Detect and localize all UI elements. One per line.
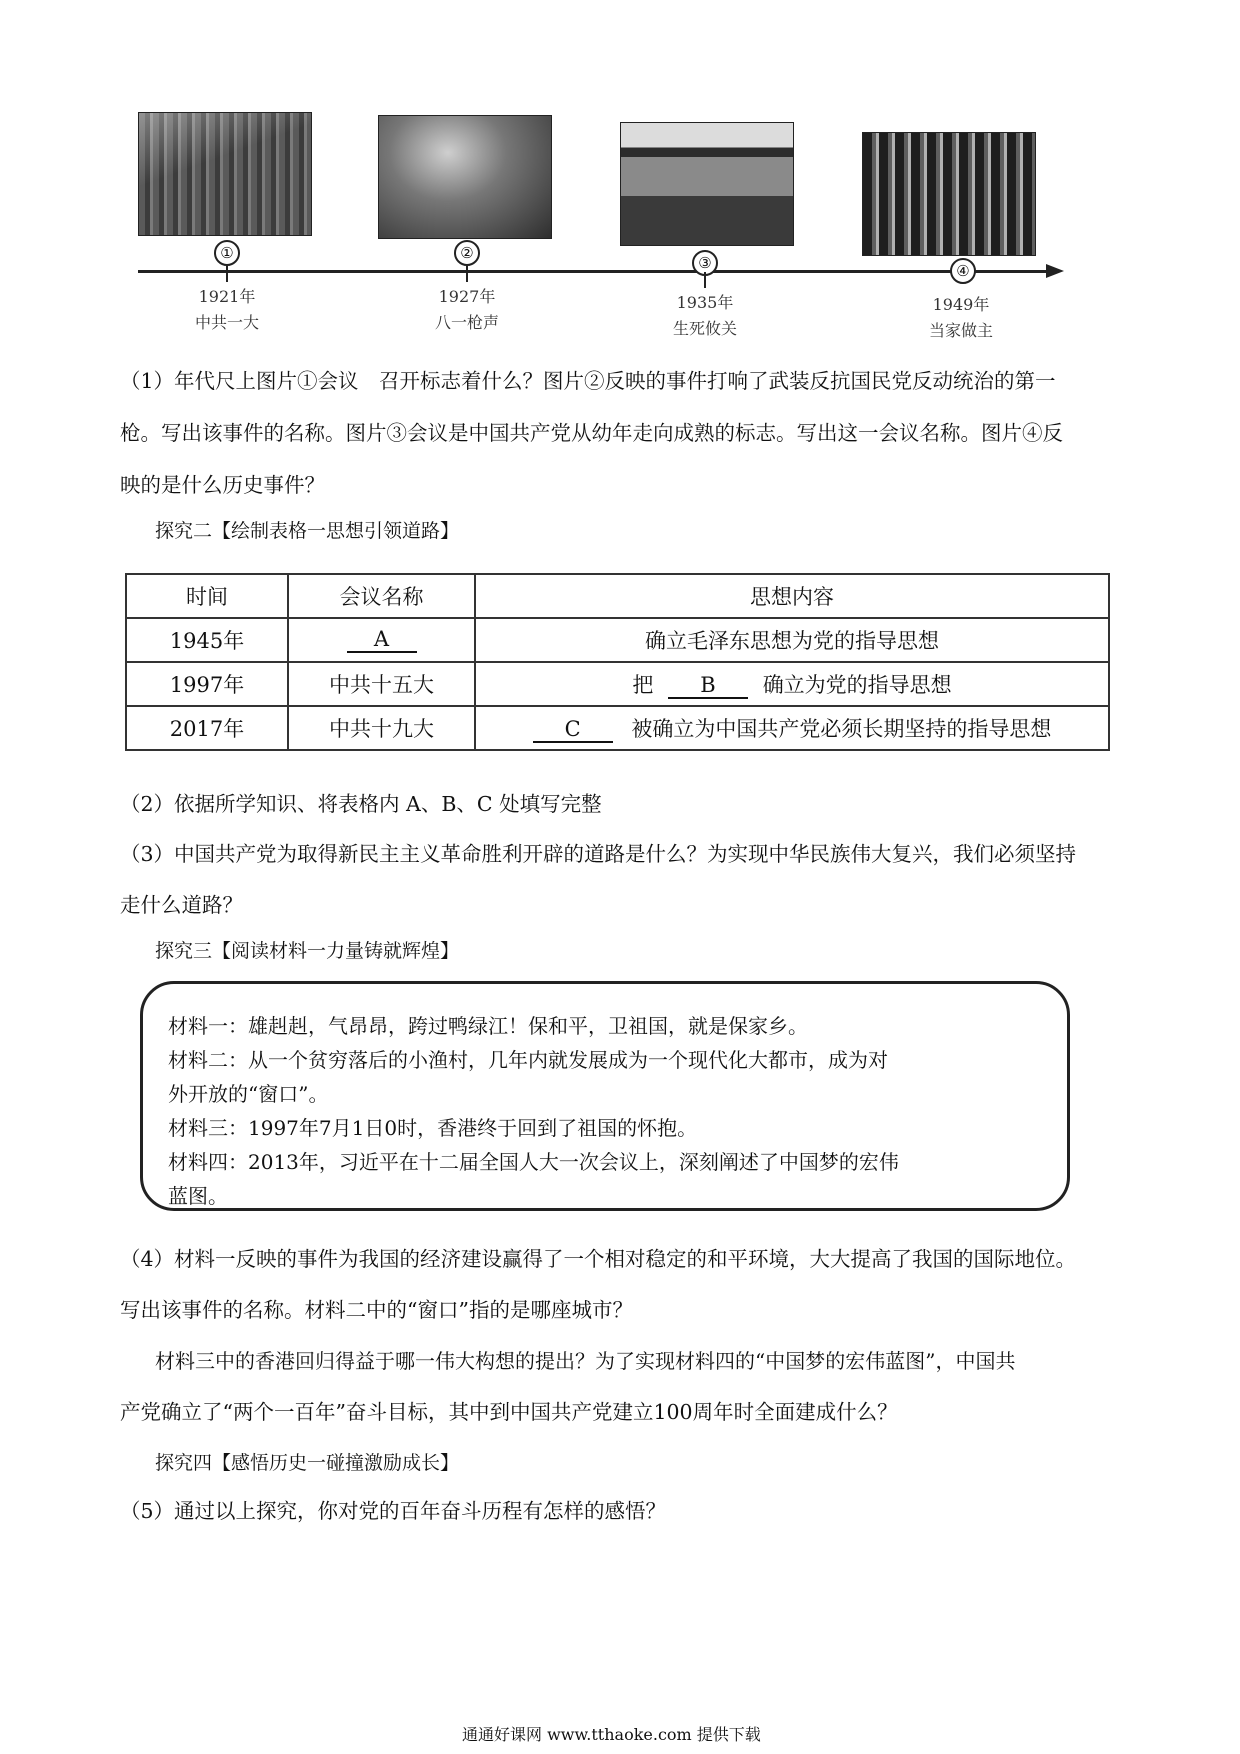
blank-c: C	[533, 717, 613, 743]
event-name: 当家做主	[928, 321, 993, 340]
event-marker: ②	[454, 240, 480, 266]
event-name: 八一枪声	[434, 313, 499, 332]
header-content: 思想内容	[475, 574, 1109, 618]
header-meeting: 会议名称	[288, 574, 475, 618]
question-1-line-1: （1）年代尺上图片①会议 召开标志着什么？图片②反映的事件打响了武装反抗国民党反动统治的第一	[120, 369, 1056, 393]
event-tick	[704, 272, 706, 288]
cell-time: 1997年	[126, 662, 288, 706]
event-tick	[226, 266, 228, 282]
event-name: 中共一大	[194, 313, 259, 332]
table-row	[126, 706, 1109, 750]
event-year: 1927年	[438, 287, 496, 306]
question-4-line-2: 写出该事件的名称。材料二中的“窗口”指的是哪座城市？	[120, 1298, 633, 1322]
thought-table	[125, 573, 1110, 751]
question-3-line-2: 走什么道路？	[120, 893, 243, 917]
event-tick	[466, 266, 468, 282]
question-3-line-1: （3）中国共产党为取得新民主主义革命胜利开辟的道路是什么？为实现中华民族伟大复兴，我们必须坚持	[120, 842, 1077, 866]
question-2: （2）依据所学知识、将表格内 A、B、C 处填写完整	[120, 792, 602, 816]
blank-b: B	[668, 673, 748, 699]
question-1-line-3: 映的是什么历史事件？	[120, 473, 325, 497]
material-line: 材料四：2013年，习近平在十二届全国人大一次会议上，深刻阐述了中国梦的宏伟	[168, 1150, 899, 1174]
material-line: 材料三：1997年7月1日0时，香港终于回到了祖国的怀抱。	[168, 1116, 698, 1140]
cell-time: 2017年	[126, 706, 288, 750]
material-line: 外开放的“窗口”。	[168, 1082, 329, 1106]
event-year: 1921年	[198, 287, 256, 306]
cell-time: 1945年	[126, 618, 288, 662]
table-header-row	[126, 574, 1109, 618]
table-row	[126, 662, 1109, 706]
cell-content	[475, 662, 1109, 706]
explore-2-title: 探究二【绘制表格一思想引领道路】	[155, 520, 460, 542]
cell-meeting: 中共十九大	[288, 706, 475, 750]
question-5: （5）通过以上探究，你对党的百年奋斗历程有怎样的感悟？	[120, 1499, 667, 1523]
photo-1949	[862, 132, 1036, 256]
timeline-arrow	[1046, 264, 1064, 278]
content-text: 确立毛泽东思想为党的指导思想	[645, 629, 939, 653]
page-footer: 通通好课网 www.tthaoke.com 提供下载	[462, 1725, 761, 1744]
question-4-line-1: （4）材料一反映的事件为我国的经济建设赢得了一个相对稳定的和平环境，大大提高了我国的国际地位。	[120, 1247, 1077, 1271]
question-4-line-3: 材料三中的香港回归得益于哪一伟大构想的提出？为了实现材料四的“中国梦的宏伟蓝图”，中国共	[155, 1349, 1016, 1373]
content-text: 被确立为中国共产党必须长期坚持的指导思想	[631, 717, 1052, 741]
material-line: 材料二：从一个贫穷落后的小渔村，几年内就发展成为一个现代化大都市，成为对	[168, 1048, 888, 1072]
content-prefix: 把	[632, 673, 654, 697]
header-time: 时间	[126, 574, 288, 618]
event-marker: ④	[950, 258, 976, 284]
timeline-axis	[138, 270, 1050, 273]
table-row	[126, 618, 1109, 662]
photo-1927	[378, 115, 552, 239]
event-marker: ①	[214, 240, 240, 266]
event-year: 1935年	[676, 293, 734, 312]
photo-1921	[138, 112, 312, 236]
explore-4-title: 探究四【感悟历史一碰撞激励成长】	[155, 1452, 460, 1474]
content-text: 确立为党的指导思想	[762, 673, 952, 697]
question-4-line-4: 产党确立了“两个一百年”奋斗目标，其中到中国共产党建立100周年时全面建成什么？	[120, 1400, 898, 1424]
event-year: 1949年	[932, 295, 990, 314]
material-line: 蓝图。	[168, 1184, 228, 1208]
cell-content	[475, 706, 1109, 750]
material-line: 材料一：雄赳赳，气昂昂，跨过鸭绿江！保和平，卫祖国，就是保家乡。	[168, 1014, 808, 1038]
event-name: 生死攸关	[672, 319, 737, 338]
blank-a: A	[347, 627, 417, 653]
question-1-line-2: 枪。写出该事件的名称。图片③会议是中国共产党从幼年走向成熟的标志。写出这一会议名称。图片④反	[120, 421, 1063, 445]
cell-content	[475, 618, 1109, 662]
photo-1935	[620, 122, 794, 246]
explore-3-title: 探究三【阅读材料一力量铸就辉煌】	[155, 940, 460, 962]
cell-meeting: 中共十五大	[288, 662, 475, 706]
event-marker: ③	[692, 250, 718, 276]
cell-meeting	[288, 618, 475, 662]
